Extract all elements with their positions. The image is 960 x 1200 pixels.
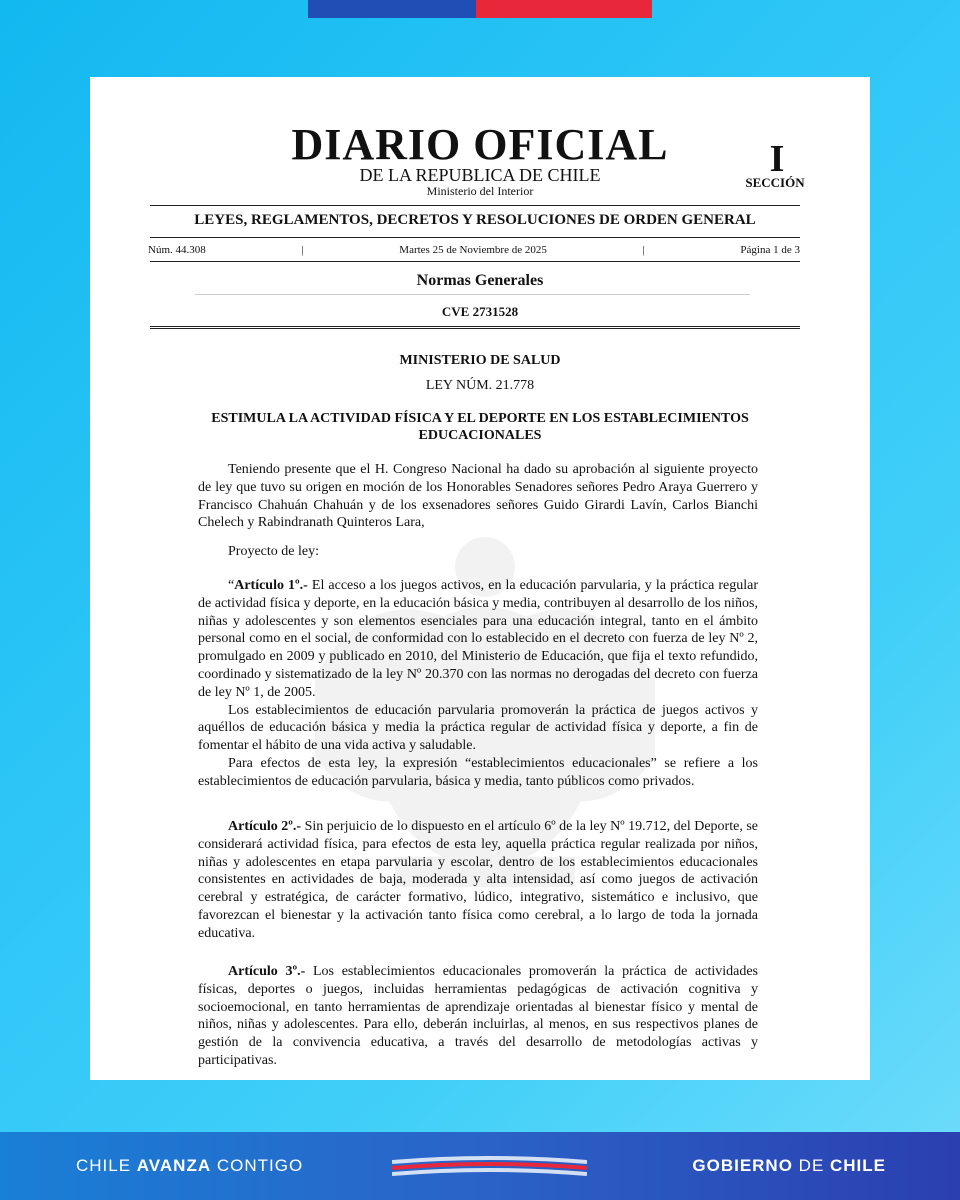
flag-red-band (476, 0, 652, 18)
flag-strip (308, 0, 652, 18)
issue-info-row (148, 244, 800, 256)
footer-slogan-part-1: CHILE (76, 1156, 137, 1175)
article-1-paragraph-3: Para efectos de esta ley, la expresión “establecimientos educacionales” se refiere a los establecimientos de educación parvularia, básica y media, tanto públicos como privados. (198, 755, 758, 789)
preamble-block (198, 461, 758, 532)
footer-slogan-part-2: CONTIGO (211, 1156, 304, 1175)
issue-separator: | (301, 244, 304, 256)
category-rule (195, 294, 750, 295)
issue-rule (150, 261, 800, 262)
headline-rule (150, 237, 800, 238)
issue-number: Núm. 44.308 (148, 244, 206, 256)
cve-rule (150, 326, 800, 329)
article-2-block (198, 818, 758, 943)
cve-code: CVE 2731528 (441, 304, 519, 319)
footer-gov-bold-1: GOBIERNO (692, 1156, 793, 1175)
footer-slogan (76, 1156, 303, 1176)
article-3-heading: Artículo 3º.- (228, 964, 306, 979)
gazette-headline: LEYES, REGLAMENTOS, DECRETOS Y RESOLUCIONES DE ORDEN GENERAL (194, 212, 756, 228)
page-info: Página 1 de 3 (740, 244, 800, 256)
flag-wave-icon (392, 1154, 587, 1180)
flag-blue-band (308, 0, 476, 18)
law-ministry: MINISTERIO DE SALUD (399, 353, 561, 368)
issue-date: Martes 25 de Noviembre de 2025 (399, 244, 547, 256)
article-2-text: Sin perjuicio de lo dispuesto en el artículo 6º de la ley Nº 19.712, del Deporte, se considerará actividad física, para efectos de esta ley, aquella práctica regular realizada por niños, niñas y adolescentes en etapa parvularia y escolar, dentro de los establecimientos educacionales consistentes en actividades de baja, moderada y alta intensidad, así como juegos de activación cerebral y estratégica, de carácter formativo, lúdico, integrativo, sistemático e inclusivo, que favorezcan el bienestar y la activación tanto física como cerebral, a lo largo de toda la jornada educativa. (198, 819, 759, 941)
article-3-text: Los establecimientos educacionales promoverán la práctica de actividades físicas, deportes o juegos, incluidas herramientas pedagógicas de activación cognitiva y socioemocional, en tanto herramientas de aprendizaje orientadas al bienestar físico y mental de niños, niñas y adolescentes. Para ello, deberán incluirlas, al menos, en sus respectivos planes de gestión de la convivencia educativa, a través del desarrollo de metodologías activas y participativas. (198, 964, 758, 1068)
gazette-page (90, 77, 870, 1080)
article-3-block (198, 963, 758, 1070)
gazette-subtitle: DE LA REPUBLICA DE CHILE (359, 165, 601, 185)
article-3-paragraph (198, 963, 758, 1070)
category-heading: Normas Generales (416, 272, 544, 289)
issue-separator: | (642, 244, 645, 256)
article-2-paragraph (198, 818, 758, 943)
proyecto-block (198, 543, 758, 561)
article-1-paragraph (198, 577, 758, 702)
article-1-block (198, 577, 758, 791)
gazette-ministry: Ministerio del Interior (426, 184, 534, 198)
law-title: ESTIMULA LA ACTIVIDAD FÍSICA Y EL DEPORTE EN LOS ESTABLECIMIENTOS EDUCACIONALES (211, 411, 749, 443)
top-rule (150, 205, 800, 206)
article-1-paragraph-2: Los establecimientos de educación parvularia promoverán la práctica de juegos activos y aquéllos de educación básica y media la práctica regular de actividad física y deporte, a fin de fomentar el hábito de una vida activa y saludable. (198, 702, 758, 754)
footer-bar (0, 1132, 960, 1200)
footer-government-logo (692, 1156, 886, 1176)
section-label: SECCIÓN (745, 175, 805, 190)
gazette-title: DIARIO OFICIAL (291, 120, 669, 169)
section-number: I (769, 138, 785, 180)
law-number: LEY NÚM. 21.778 (425, 378, 535, 393)
article-1-quote: “ (228, 578, 235, 593)
proyecto-label: Proyecto de ley: (228, 544, 319, 559)
footer-gov-de: DE (792, 1156, 830, 1175)
footer-gov-bold-2: CHILE (830, 1156, 886, 1175)
footer-slogan-bold: AVANZA (136, 1156, 212, 1175)
article-1-heading: Artículo 1º.- (234, 578, 308, 593)
article-1-text: El acceso a los juegos activos, en la educación parvularia, y la práctica regular de actividad física y deporte, en la educación básica y media, contribuyen al desarrollo de los niños, niñas y adolescentes y son elementos esenciales para una educación integral, tanto en el ámbito personal como en el social, de conformidad con lo establecido en el decreto con fuerza de ley Nº 2, promulgado en 2009 y publicado en 2010, del Ministerio de Educación, que fija el texto refundido, coordinado y sistematizado de la ley Nº 20.370 con las normas no derogadas del decreto con fuerza de ley Nº 1, de 2005. (198, 578, 758, 700)
preamble-paragraph: Teniendo presente que el H. Congreso Nacional ha dado su aprobación al siguiente proyecto de ley que tuvo su origen en moción de los Honorables Senadores señores Pedro Araya Guerrero y Francisco Chahuán Chahuán y de los exsenadores señores Guido Girardi Lavín, Carlos Bianchi Chelech y Rabindranath Quinteros Lara, (198, 462, 758, 531)
article-2-heading: Artículo 2º.- (228, 819, 302, 834)
